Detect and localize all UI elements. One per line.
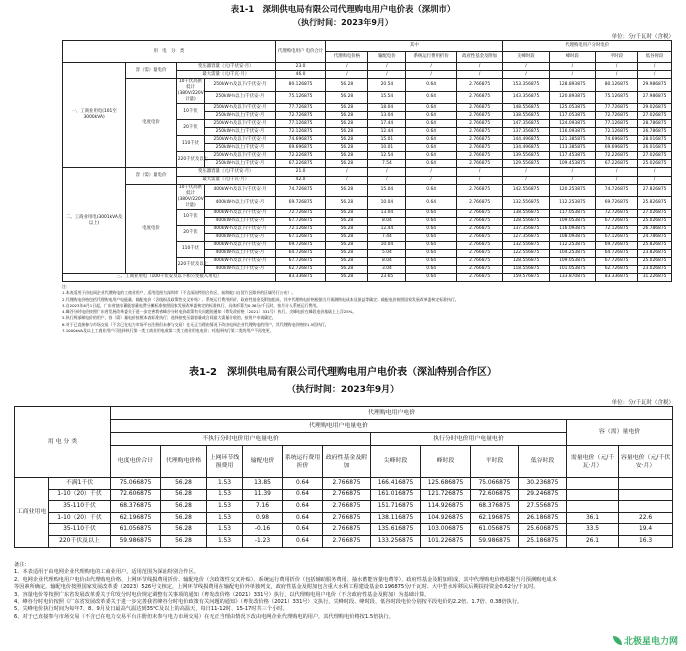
table-row: 110千伏 400kW·h及以下/千伏安·月 69.726875 56.28 10.04 0.64 2.766875 132.556875 112.253875 69.726875 25.826875 [63, 241, 672, 249]
header-tou: 代理购电用户分时电价 [503, 41, 672, 52]
table2-header-row: 电度电价合计 代理购电价格 上网环节线损费用 输配电价 系统运行费用折价 政府性基金及附加 尖峰时段 峰时段 平时段 低谷时段 需量电价（元/千瓦·月） 容量电价（元/千伏安·月） [15, 446, 673, 478]
table-row: 220千伏及以上 250kW·h及以下/千伏安·月 72.226875 56.28 12.54 0.64 2.766875 139.556875 117.453875 72.226875 27.026875 [63, 152, 672, 160]
header-agent-user-price: 代理购电用户电价 [111, 407, 673, 420]
table1-subtitle: （执行时间：2023年9月） [293, 18, 393, 27]
class-label: 一、工商业用电(101至3000kVA) [63, 63, 126, 168]
group-label: 工商业用电 [15, 478, 49, 548]
table-row: 1-10（20）千伏 62.196875 56.28 1.53 0.98 0.64 2.766875 138.116875 104.926875 62.196875 26.186875 36.1 22.6 [15, 512, 673, 524]
table-row: 三、工商业用电（100千伏安及以下和公变接入用电） 83.336875 56.28 23.65 0.64 2.766875 159.576875 133.870875 83.336875 31.226875 [63, 273, 672, 281]
table-row: 电度电价 10千伏高供低计(380V/220V计量) 400kW·h及以下/千伏安·月 74.726875 56.28 15.04 0.64 2.766875 142.556875 120.253875 74.726875 27.826875 [63, 184, 672, 197]
header-demand: 容（需）量电价 [567, 420, 673, 446]
header-sys-op: 系统运行费用折价 [406, 52, 457, 63]
header-non-tou: 不执行分时电价用户电量电价 [111, 433, 371, 446]
header-tou: 执行分时电价用户电量电价 [371, 433, 567, 446]
table-row: 35-110千伏 61.056875 56.28 1.53 -0.16 0.64 2.766875 135.616875 103.006875 61.056875 25.606875 33.5 19.4 [15, 524, 673, 536]
table1-unit: 单位：分/千瓦时（含税） [611, 34, 674, 40]
table2-unit: 单位：分/千瓦时（含税） [611, 400, 674, 406]
table1-header-row [63, 41, 672, 52]
table-row: 35-110千伏 68.376875 56.28 1.53 7.16 0.64 2.766875 151.716875 114.926875 68.376875 27.556875 [15, 501, 673, 513]
leaf-icon [613, 636, 622, 645]
table-row: 250kW·h以上/千伏安·月 72.126875 56.28 12.44 0.64 2.766875 137.356875 116.093875 72.126875 26.786875 [63, 128, 672, 136]
table-row: 110千伏 250kW·h及以下/千伏安·月 74.696875 56.28 15.01 0.64 2.766875 144.496875 121.385875 74.696875 28.016875 [63, 136, 672, 144]
table-row: 20千伏 400kW·h及以下/千伏安·月 72.126875 56.28 12.44 0.64 2.766875 137.356875 116.093875 72.126875 26.786875 [63, 225, 672, 233]
price-label: 电度电价 [126, 79, 177, 168]
header-class: 用 电 分 类 [15, 407, 111, 478]
table2-notes: 备注： 1、本表适用于由电网企业代理购电的工商业用户，适用范围为深汕特别合作区。 2、电网企业代理购电用户电价由代理购电价格、上网环节线损费用折价、输配电价（含政策性交叉补贴）、系统运行费用折价（包括辅助服务费用、抽水蓄能容量电费等）、政府性基金及附加组成，其中代理购电价格根据当月预测购电成本 等因素所确定，输配电价按照国家发展改革委（2023）526号文核定，上网环节线损费用在输配电价外单独列支，政府性基金及附加包含重大水利工程建设基金0.196875分/千瓦时、大中型水库移民后期扶持资金0.62分/千瓦时。 3、容量电价等按照广东省发展改革委关于印发分时电价规定调整有关事项的通知（粤发改价格（2021）331号）执行，以代理购电用户电价（不含政府性基金及附加）为基础计算。 4、峰谷分时电价按照《广东省发展改革委关于进一步完善我省峰谷分时电价政策有关问题的通知》（粤发改价格（2021）331号）文执行，尖峰时段、峰时段、低谷时段电价分别按平段电价的2.2倍、1.7倍、0.38倍执行。 5、尖峰电价执行时间为每年7、8、9月及日最高气温达到35℃及以上的高温天，每日11-12时、15-17时共三个小时。 6、对于已直接参与市场交易（不含已在电力交易平台注册但未参与电力市场交易）在无正当理由情况下改由电网企业代理购电的用户，其代理购电价格按1.5倍执行。 [14, 562, 557, 620]
header-of-which: 其中 [326, 41, 503, 52]
header-flat: 平时段 [596, 52, 638, 63]
table1-notes: 注： 1.本表适用于由电网企业代理购电的工商业用户，适用范围为深圳市（不含深汕特别合作区，前海蛇口自贸片区除外的区域另行公布）。 2.代理购电价格包括代理购电用户电能量、输配电价（含线损及政策性交叉补贴）、系统运行费用折价、政府性基金及附加组成，其中代理购电价格根据当月预测购电成本及损益等确定；输配电价按照国家发展改革委核定标准执行。 3.自2023年6月1日起，广东省抽水蓄能容量电费分摊标准按照国家发展改革委核定的标准执行，具体折算为0.36分/千瓦时，按月计入系统运行费用。 4.峰谷分时电价按照广东省发展改革委关于进一步完善我省峰谷分时电价政策有关问题的通知（粤发改价格〔2021〕331号）执行，尖峰电价在峰段电价基础上上浮25%。 5.执行两部制电价的用户，容（需）量电价按照本表标准执行；选择按变压器容量或合同最大需量计收的，按用户申请确定。 6.对于已直接参与市场交易（不含已在电力市场平台注册但未参与交易）在无正当理由情况下改由电网企业代理购电的用户，其代理购电价格按1.5倍执行。 7.1000kVA及以上工商业用户可选择执行第一类工商业用电或第二类工商业用电电价；对选择执行第二类的用户不再变更。 [62, 284, 459, 334]
price-label: 电度电价 [126, 184, 177, 273]
table-row: 20千伏 250kW·h及以下/千伏安·月 77.126875 56.28 17.44 0.64 2.766875 147.356875 124.093875 77.126875 28.786875 [63, 120, 672, 128]
table-row: 最大需量（元/千瓦·月） 46.0 / / / / / / / / [63, 71, 672, 79]
table-row: 电度电价 10千伏高供低计(380V/220V计量) 250kW·h及以下/千伏安·月 80.126875 56.28 20.54 0.64 2.766875 153.356875 128.893875 80.126875 29.986875 [63, 79, 672, 92]
table-row: 220千伏及以上 59.986875 56.28 1.53 -1.23 0.64 2.766875 133.256875 101.226875 59.986875 25.186875 26.1 16.3 [15, 535, 673, 547]
table-row: 250kW·h以上/千伏安·月 75.126875 56.28 15.54 0.64 2.766875 143.356875 120.893875 75.126875 27.986875 [63, 91, 672, 104]
table-row: 220千伏及以上 400kW·h及以下/千伏安·月 67.726875 56.28 8.04 0.64 2.766875 128.556875 109.053875 67.726875 25.026875 [63, 257, 672, 265]
header-peak: 峰时段 [549, 52, 595, 63]
table-row: 1-10（20）千伏 72.606875 56.28 1.53 11.39 0.64 2.766875 161.016875 121.726875 72.606875 29.246875 [15, 489, 673, 501]
table2-title: 表1-2 深圳供电局有限公司代理购电用户电价表（深汕特别合作区） [188, 367, 498, 378]
table2-subtitle: （执行时间：2023年9月） [286, 385, 400, 395]
table-row: 400kW·h以上/千伏安·月 67.726875 56.28 8.04 0.64 2.766875 128.556875 109.053875 67.726875 25.026875 [63, 217, 672, 225]
table-row: 250kW·h以上/千伏安·月 69.696875 56.28 10.01 0.64 2.766875 134.496875 113.385875 69.696875 26.016875 [63, 144, 672, 152]
watermark: 北极星电力网 [613, 634, 678, 647]
header-energy-price: 代理购电用户电量电价 [111, 420, 567, 433]
table-row: 250kW·h以上/千伏安·月 72.726875 56.28 13.04 0.64 2.766875 138.556875 117.053875 72.726875 27.026875 [63, 112, 672, 120]
table-row: 二、工商业用电(3001kVA及以上) 容（需）量电价 变压器容量（元/千伏安·月） 21.0 / / / / / / / / [63, 168, 672, 176]
header-trans: 输配电价 [368, 52, 406, 63]
table-row: 400kW·h以上/千伏安·月 69.726875 56.28 10.04 0.64 2.766875 132.556875 112.253875 69.726875 25.826875 [63, 197, 672, 210]
table2-header-row [15, 420, 673, 433]
table2-header-row [15, 407, 673, 420]
table-row: 400kW·h以上/千伏安·月 67.126875 56.28 7.44 0.64 2.766875 127.356875 108.093875 67.126875 24.786875 [63, 233, 672, 241]
price-table-shenshan [14, 406, 673, 548]
table1-title: 表1-1 深圳供电局有限公司代理购电用户电价表（深圳市） [230, 4, 456, 14]
table-row: 一、工商业用电(101至3000kVA) 容（需）量电价 变压器容量（元/千伏安·月） 23.0 / / / / / / / / [63, 63, 672, 71]
header-peak-top: 尖峰时段 [503, 52, 549, 63]
class-label: 二、工商业用电(3001kVA及以上) [63, 168, 126, 273]
header-agent-total: 代理购电用户 电价合计 [275, 41, 326, 63]
table-row: 400kW·h以上/千伏安·月 62.726875 56.28 3.04 0.64 2.766875 118.556875 101.053875 62.726875 23.026875 [63, 265, 672, 273]
demand-label: 容（需）量电价 [126, 63, 177, 79]
table-row: 250kW·h以上/千伏安·月 67.226875 56.28 7.54 0.64 2.766875 129.556875 109.453875 67.226875 25.026875 [63, 160, 672, 168]
header-class: 用 电 分 类 [63, 41, 276, 63]
table-row: 400kW·h以上/千伏安·月 64.726875 56.28 5.04 0.64 2.766875 122.556875 104.253875 64.726875 23.826875 [63, 249, 672, 257]
table-row: 工商业用电 不满1千伏 75.066875 56.28 1.53 13.85 0.64 2.766875 166.416875 125.686875 75.066875 30.236875 [15, 478, 673, 490]
price-table-shenzhen [62, 40, 672, 282]
table-row: 10千伏 250kW·h及以下/千伏安·月 77.726875 56.28 18.04 0.64 2.766875 148.556875 125.053875 77.726875 29.026875 [63, 104, 672, 112]
demand-label: 容（需）量电价 [126, 168, 177, 184]
header-agent-price: 代理购电价格 [326, 52, 368, 63]
table-row: 最大需量（元/千瓦·月） 42.0 / / / / / / / / [63, 176, 672, 184]
header-gov-fund: 政府性基金及附加 [456, 52, 502, 63]
header-valley: 低谷时段 [638, 52, 672, 63]
table-row: 10千伏 400kW·h及以下/千伏安·月 72.726875 56.28 13.04 0.64 2.766875 138.556875 117.053875 72.726875 27.026875 [63, 209, 672, 217]
